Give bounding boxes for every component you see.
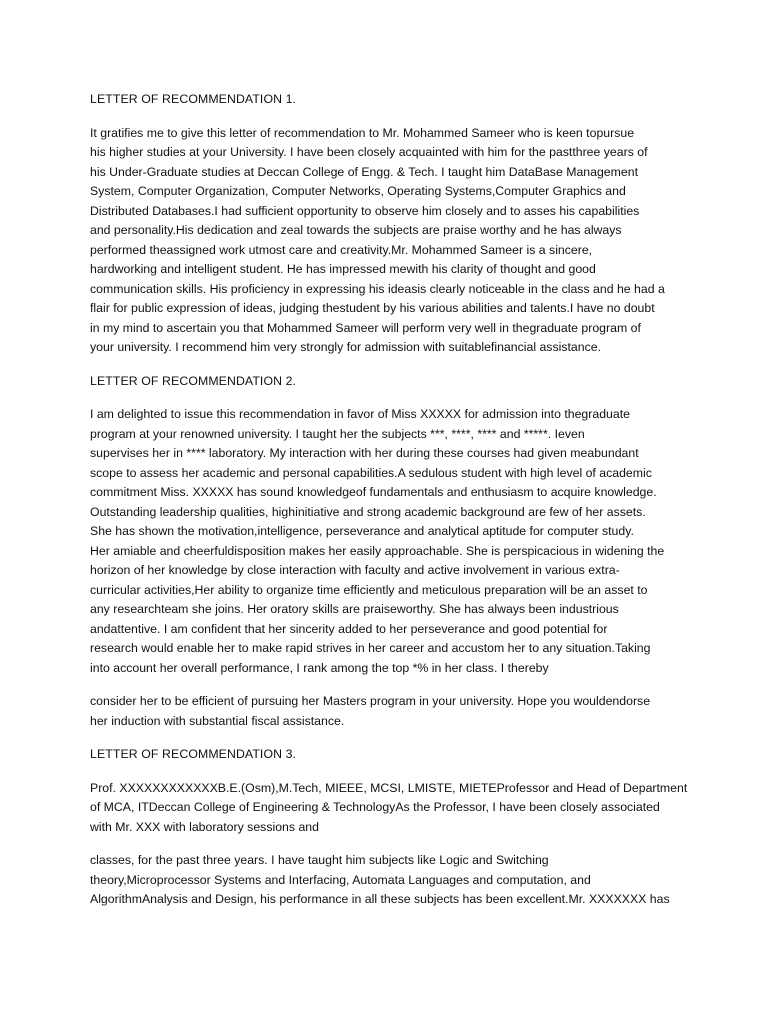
paragraph-line: Outstanding leadership qualities, highinitiative and strong academic background are few of her assets. [90, 504, 646, 519]
paragraph-line: Her amiable and cheerfuldisposition makes her easily approachable. She is perspicacious in widening the [90, 543, 665, 558]
paragraph-line: theory,Microprocessor Systems and Interfacing, Automata Languages and computation, and [90, 872, 591, 887]
paragraph-line: scope to assess her academic and personal capabilities.A sedulous student with high level of academic [90, 465, 652, 480]
paragraph-line: It gratifies me to give this letter of recommendation to Mr. Mohammed Sameer who is keen topursue [90, 125, 635, 140]
letter-heading: LETTER OF RECOMMENDATION 1. [90, 92, 297, 106]
paragraph-line: program at your renowned university. I taught her the subjects ***, ****, **** and *****. Ieven [90, 426, 585, 441]
letter-heading: LETTER OF RECOMMENDATION 3. [90, 747, 297, 761]
paragraph-line: horizon of her knowledge by close interaction with faculty and active involvement in various extra- [90, 563, 620, 577]
paragraph-line: andattentive. I am confident that her sincerity added to her perseverance and good potential for [90, 621, 608, 636]
paragraph-line: consider her to be efficient of pursuing her Masters program in your university. Hope you wouldendorse [90, 694, 651, 708]
paragraph-line: Prof. XXXXXXXXXXXXB.E.(Osm),M.Tech, MIEEE, MCSI, LMISTE, MIETEProfessor and Head of Department [90, 780, 688, 795]
document-body [90, 90, 688, 924]
paragraph-line: commitment Miss. XXXXX has sound knowledgeof fundamentals and enthusiasm to acquire knowledge. [90, 485, 657, 499]
paragraph-line: his higher studies at your University. I have been closely acquainted with him for the pastthree years of [90, 145, 648, 159]
letter-heading: LETTER OF RECOMMENDATION 2. [90, 373, 297, 388]
letter-paragraph [90, 405, 688, 678]
paragraph-line: and personality.His dedication and zeal towards the subjects are praise worthy and he has always [90, 223, 622, 237]
paragraph-line: I am delighted to issue this recommendation in favor of Miss XXXXX for admission into thegraduate [90, 407, 630, 421]
paragraph-line: of MCA, ITDeccan College of Engineering & TechnologyAs the Professor, I have been closely associated [90, 800, 660, 814]
letter-paragraph [90, 692, 688, 731]
paragraph-line: AlgorithmAnalysis and Design, his performance in all these subjects has been excellent.Mr. XXXXXXX has [90, 892, 670, 906]
paragraph-line: curricular activities,Her ability to organize time efficiently and meticulous preparation will be an asset to [90, 582, 648, 597]
paragraph-line: classes, for the past three years. I have taught him subjects like Logic and Switching [90, 853, 549, 867]
paragraph-line: She has shown the motivation,intelligence, perseverance and analytical aptitude for computer study. [90, 524, 634, 538]
paragraph-line: research would enable her to make rapid strives in her career and accustom her to any situation.Taking [90, 641, 651, 655]
paragraph-line: communication skills. His proficiency in expressing his ideasis clearly noticeable in the class and he had a [90, 281, 665, 296]
paragraph-line: any researchteam she joins. Her oratory skills are praiseworthy. She has always been industrious [90, 602, 619, 616]
paragraph-line: his Under-Graduate studies at Deccan College of Engg. & Tech. I taught him DataBase Management [90, 164, 638, 179]
letter-paragraph [90, 779, 688, 838]
paragraph-line: performed theassigned work utmost care and creativity.Mr. Mohammed Sameer is a sincere, [90, 242, 593, 257]
paragraph-line: your university. I recommend him very strongly for admission with suitablefinancial assistance. [90, 340, 601, 354]
paragraph-line: hardworking and intelligent student. He has impressed mewith his clarity of thought and good [90, 262, 596, 276]
paragraph-line: her induction with substantial fiscal assistance. [90, 713, 345, 728]
paragraph-line: into account her overall performance, I rank among the top *% in her class. I thereby [90, 660, 549, 675]
paragraph-line: with Mr. XXX with laboratory sessions and [90, 819, 319, 834]
paragraph-line: System, Computer Organization, Computer Networks, Operating Systems,Computer Graphics and [90, 184, 626, 198]
paragraph-line: flair for public expression of ideas, judging thestudent by his various abilities and talents.I have no doubt [90, 301, 655, 315]
letter-paragraph [90, 851, 688, 910]
letter-paragraph [90, 124, 688, 358]
paragraph-line: Distributed Databases.I had sufficient opportunity to observe him closely and to asses his capabilities [90, 203, 640, 218]
paragraph-line: supervises her in **** laboratory. My interaction with her during these courses had given meabundant [90, 446, 639, 460]
paragraph-line: in my mind to ascertain you that Mohammed Sameer will perform very well in thegraduate program of [90, 320, 641, 335]
